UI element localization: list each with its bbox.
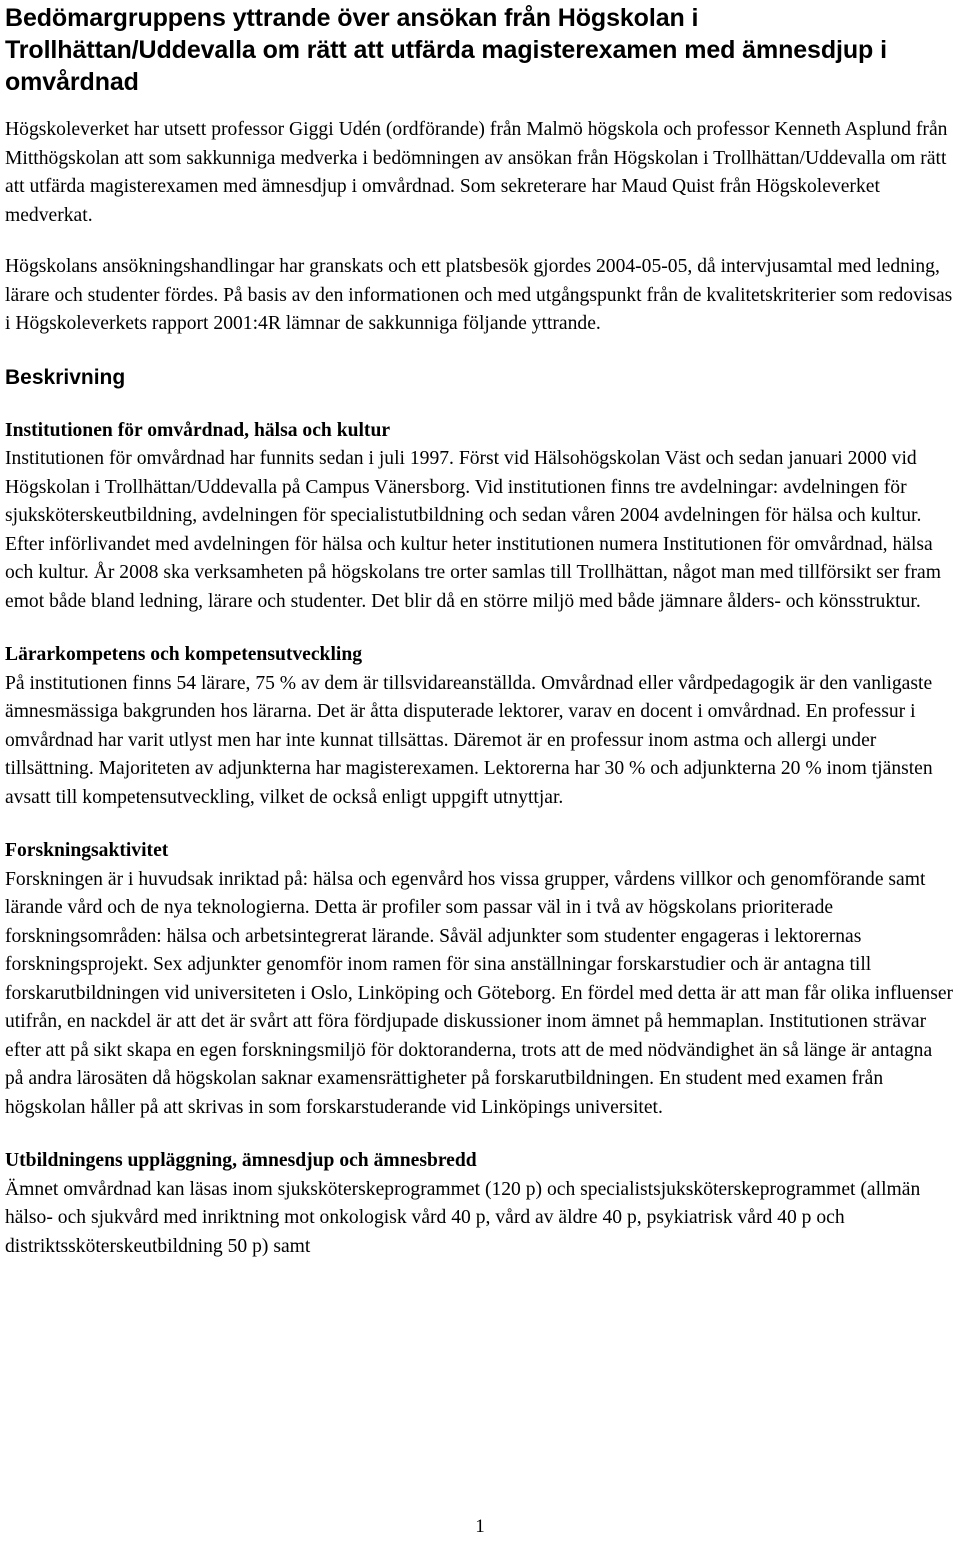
section-heading: Beskrivning [5, 365, 126, 389]
section-body: Institutionen för omvårdnad har funnits sedan i juli 1997. Först vid Hälsohögskolan Väst och sedan januari 2000 vid Högskolan i Trollhättan/Uddevalla på Campus Vänersborg. Vid institutionen finns tre avdelningar: avdelningen för sjuksköterskeutbildning, avdelningen för specialistutbildning och sedan våren 2004 avdelningen för hälsa och kultur. Efter införlivandet med avdelningen för hälsa och kultur heter institutionen numera Institutionen för omvårdnad, hälsa och kultur. År 2008 ska verksamheten på högskolans tre orter samlas till Trollhättan, något man med tillförsikt ser fram emot både bland ledning, lärare och studenter. Det blir då en större miljö med både jämnare ålders- och könsstruktur. [5, 448, 941, 612]
intro-paragraph: Högskolans ansökningshandlingar har granskats och ett platsbesök gjordes 2004-05-05, då intervjusamtal med ledning, lärare och studenter fördes. På basis av den informationen och med utgångspunkt från de kvalitetskriterier som redovisas i Högskoleverkets rapport 2001:4R lämnar de sakkunniga följande yttrande. [5, 256, 953, 334]
section-title: Institutionen för omvårdnad, hälsa och kultur [5, 419, 391, 441]
page-number: 1 [475, 1516, 485, 1537]
section-body: Forskningen är i huvudsak inriktad på: hälsa och egenvård hos vissa grupper, vårdens villkor och genomförande samt lärande vård och de nya teknologierna. Detta är profiler som passar väl in i två av högskolans prioriterade forskningsområden: hälsa och arbetsintegrerat lärande. Såväl adjunkter som studenter engageras i lektorernas forskningsprojekt. Sex adjunkter genomför inom ramen för sina anställningar forskarstudier och är antagna till forskarutbildningen vid universiteten i Oslo, Linköping och Göteborg. En fördel med detta är att man får olika influenser utifrån, en nackdel är att det är svårt att föra fördjupade diskussioner inom ämnet på hemmaplan. Institutionen strävar efter att på sikt skapa en egen forskningsmiljö för doktoranderna, trots att de med nödvändighet än så länge är antagna på andra lärosäten då högskolan saknar examensrättigheter på forskarutbildningen. En student med examen från högskolan håller på att skrivas in som forskarstuderande vid Linköpings universitet. [5, 868, 954, 1118]
section-body: På institutionen finns 54 lärare, 75 % av dem är tillsvidareanställda. Omvårdnad eller vårdpedagogik är den vanligaste ämnesmässiga bakgrunden hos lärarna. Det är åtta disputerade lektorer, varav en docent i omvårdnad. En professur i omvårdnad har varit utlyst men har inte kunnat tillsättas. Däremot är en professur inom astma och allergi under tillsättning. Majoriteten av adjunkterna har magisterexamen. Lektorerna har 30 % och adjunkterna 20 % inom tjänsten avsatt till kompetensutveckling, vilket de också enligt uppgift utnyttjar. [5, 672, 933, 808]
section-research-activity [5, 837, 955, 1122]
document-title: Bedömargruppens yttrande över ansökan från Högskolan i Trollhättan/Uddevalla om rätt att utfärda magisterexamen med ämnesdjup i omvårdnad [5, 4, 887, 96]
section-teacher-competence [5, 641, 955, 812]
section-institution [5, 417, 955, 617]
section-body: Ämnet omvårdnad kan läsas inom sjuksköterskeprogrammet (120 p) och specialistsjuksköterskeprogrammet (allmän hälso- och sjukvård med inriktning mot onkologisk vård 40 p, vård av äldre 40 p, psykiatrisk vård 40 p och distriktssköterskeutbildning 50 p) samt [5, 1178, 921, 1257]
document-page [5, 0, 955, 1261]
section-title: Utbildningens uppläggning, ämnesdjup och ämnesbredd [5, 1150, 477, 1171]
section-education-structure [5, 1147, 955, 1261]
section-title: Lärarkompetens och kompetensutveckling [5, 644, 363, 665]
section-title: Forskningsaktivitet [5, 840, 169, 861]
intro-paragraph: Högskoleverket har utsett professor Giggi Udén (ordförande) från Malmö högskola och professor Kenneth Asplund från Mitthögskolan att som sakkunniga medverka i bedömningen av ansökan från Högskolan i Trollhättan/Uddevalla om rätt att utfärda magisterexamen med ämnesdjup i omvårdnad. Som sekreterare har Maud Quist från Högskoleverket medverkat. [5, 119, 948, 226]
